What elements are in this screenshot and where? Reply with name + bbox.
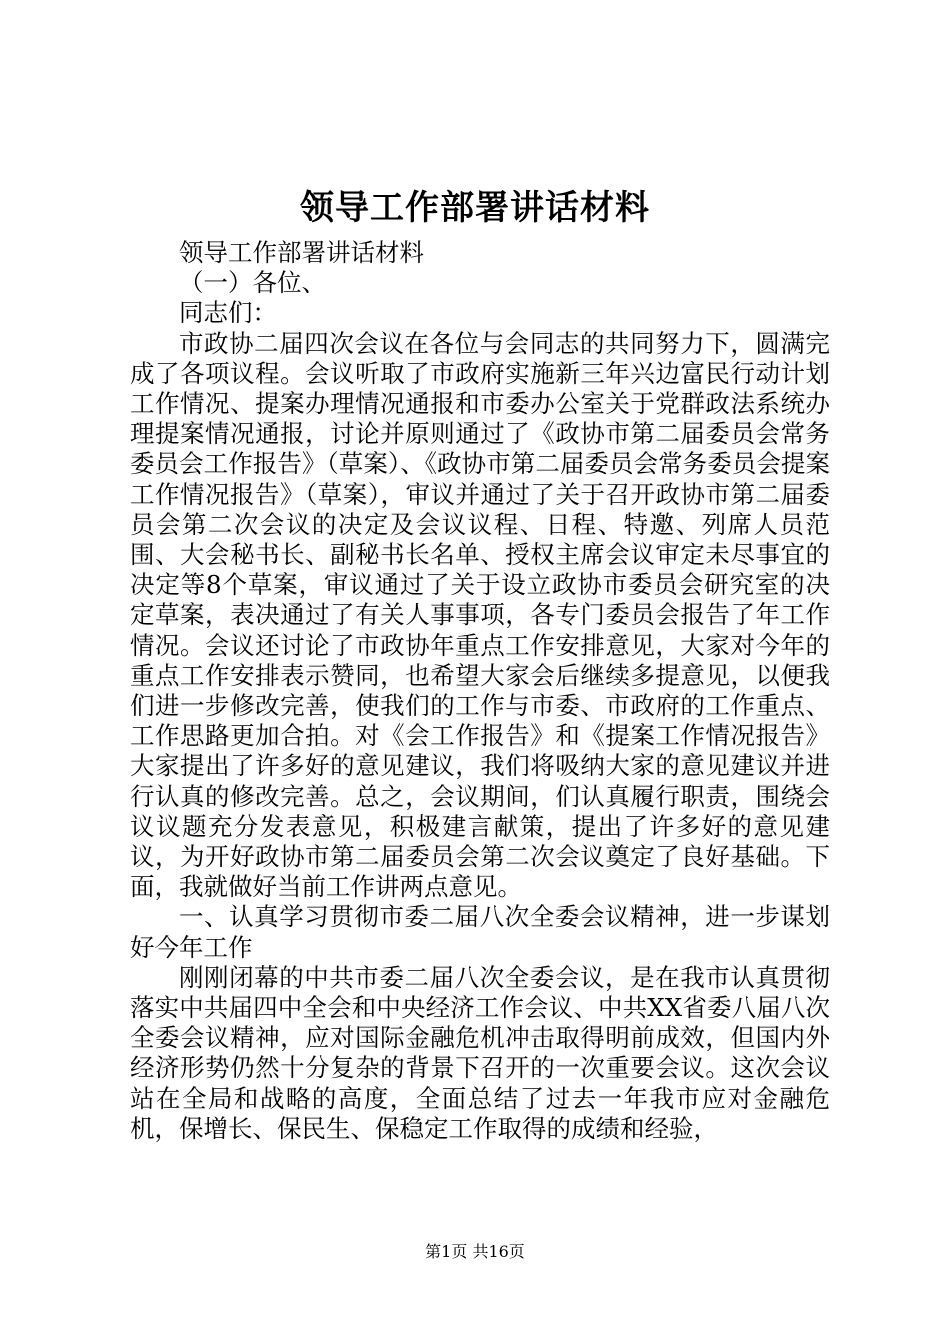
paragraph-heading: 领导工作部署讲话材料 <box>179 238 424 267</box>
paragraph-section-heading: 一、认真学习贯彻市委二届八次全委会议精神，进一步谋划好今年工作 <box>130 902 830 962</box>
document-title: 领导工作部署讲话材料 <box>300 188 650 228</box>
paragraph-salutation-2: 同志们： <box>179 298 277 328</box>
paragraph-body-1: 市政协二届四次会议在各位与会同志的共同努力下，圆满完成了各项议程。会议听取了市政府实施新三年兴边富民行动计划工作情况、提案办理情况通报和市委办公室关于党群政法系统办理提案情况通报，讨论并原则通过了《政协市第二届委员会常务委员会工作报告》（草案）、《政协市第二届委员会常务委员会提案工作情况报告》（草案），审议并通过了关于召开政协市第二届委员会第二次会议的决定及会议议程、日程、特邀、列席人员范围、大会秘书长、副秘书长名单、授权主席会议审定未尽事宜的决定等8个草案，审议通过了关于设立政协市委员会研究室的决定草案，表决通过了有关人事事项，各专门委员会报告了年工作情况。会议还讨论了市政协年重点工作安排意见，大家对今年的重点工作安排表示赞同，也希望大家会后继续多提意见，以便我们进一步修改完善，使我们的工作与市委、市政府的工作重点、工作思路更加合拍。对《会工作报告》和《提案工作情况报告》大家提出了许多好的意见建议，我们将吸纳大家的意见建议并进行认真的修改完善。总之，会议期间，们认真履行职责，围绕会议议题充分发表意见，积极建言献策，提出了许多好的意见建议，为开好政协市第二届委员会第二次会议奠定了良好基础。下面，我就做好当前工作讲两点意见。 <box>130 328 830 902</box>
paragraph-body-2: 刚刚闭幕的中共市委二届八次全委会议，是在我市认真贯彻落实中共届四中全会和中央经济工作会议、中共XX省委八届八次全委会议精神，应对国际金融危机冲击取得明前成效，但国内外经济形势仍然十分复杂的背景下召开的一次重要会议。这次会议站在全局和战略的高度，全面总结了过去一年我市应对金融危机，保增长、保民生、保稳定工作取得的成绩和经验， <box>130 962 830 1143</box>
document-body <box>130 238 830 1144</box>
page-footer: 第1页 共16页 <box>425 1242 525 1261</box>
paragraph-salutation-1: （一）各位、 <box>179 268 326 298</box>
